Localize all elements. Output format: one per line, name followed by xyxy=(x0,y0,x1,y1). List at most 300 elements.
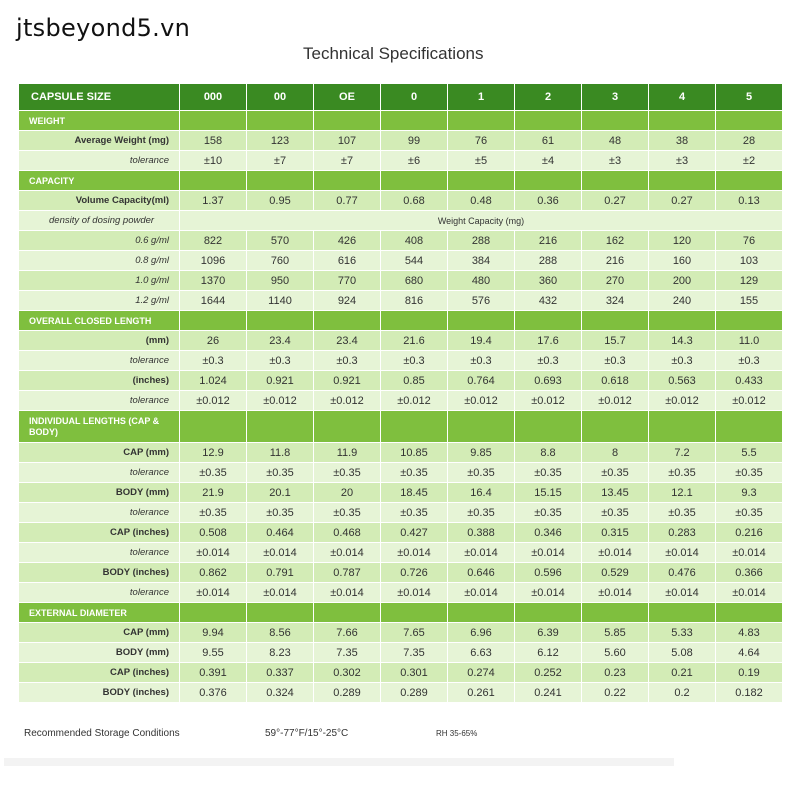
table-cell: 123 xyxy=(247,131,313,150)
row-label: Average Weight (mg) xyxy=(19,131,179,150)
table-cell: 288 xyxy=(515,251,581,270)
row-label: CAP (mm) xyxy=(19,623,179,642)
table-cell: 270 xyxy=(582,271,648,290)
section-title: WEIGHT xyxy=(19,111,179,130)
section-cell xyxy=(314,411,380,442)
table-row xyxy=(19,391,782,410)
table-cell: 0.289 xyxy=(314,683,380,702)
section-cell xyxy=(314,311,380,330)
table-cell: 19.4 xyxy=(448,331,514,350)
spec-table-body xyxy=(19,84,782,702)
table-cell: 4.83 xyxy=(716,623,782,642)
section-cell xyxy=(381,111,447,130)
table-cell: ±0.3 xyxy=(716,351,782,370)
capsule-size-label: CAPSULE SIZE xyxy=(19,84,179,110)
table-cell: 0.468 xyxy=(314,523,380,542)
table-cell: 7.2 xyxy=(649,443,715,462)
table-cell: ±0.014 xyxy=(582,583,648,602)
table-cell: 426 xyxy=(314,231,380,250)
table-cell: ±0.3 xyxy=(381,351,447,370)
table-cell: 0.95 xyxy=(247,191,313,210)
table-cell: 324 xyxy=(582,291,648,310)
table-cell: 5.08 xyxy=(649,643,715,662)
section-title: INDIVIDUAL LENGTHS (CAP & BODY) xyxy=(19,411,179,442)
table-cell: 107 xyxy=(314,131,380,150)
table-row xyxy=(19,583,782,602)
table-cell: 160 xyxy=(649,251,715,270)
table-cell: 0.252 xyxy=(515,663,581,682)
table-cell: 432 xyxy=(515,291,581,310)
table-cell: 7.65 xyxy=(381,623,447,642)
table-cell: 8.56 xyxy=(247,623,313,642)
table-cell: 0.391 xyxy=(180,663,246,682)
table-cell: 5.5 xyxy=(716,443,782,462)
table-cell: 360 xyxy=(515,271,581,290)
table-cell: ±0.35 xyxy=(381,503,447,522)
table-cell: 48 xyxy=(582,131,648,150)
table-cell: 103 xyxy=(716,251,782,270)
table-row xyxy=(19,251,782,270)
table-cell: 680 xyxy=(381,271,447,290)
table-cell: ±3 xyxy=(649,151,715,170)
bottom-band xyxy=(4,758,674,766)
table-row xyxy=(19,543,782,562)
section-cell xyxy=(247,171,313,190)
section-cell xyxy=(247,111,313,130)
table-cell: 0.301 xyxy=(381,663,447,682)
size-header: 1 xyxy=(448,84,514,110)
row-label: BODY (inches) xyxy=(19,563,179,582)
table-cell: ±0.012 xyxy=(314,391,380,410)
table-cell: ±0.014 xyxy=(582,543,648,562)
table-cell: ±0.35 xyxy=(247,503,313,522)
table-row xyxy=(19,523,782,542)
table-cell: ±0.3 xyxy=(582,351,648,370)
table-cell: ±0.014 xyxy=(381,543,447,562)
section-cell xyxy=(716,171,782,190)
table-cell: 15.7 xyxy=(582,331,648,350)
table-row xyxy=(19,443,782,462)
table-cell: 570 xyxy=(247,231,313,250)
table-cell: 1644 xyxy=(180,291,246,310)
table-cell: 162 xyxy=(582,231,648,250)
row-label: 1.2 g/ml xyxy=(19,291,179,310)
table-cell: 158 xyxy=(180,131,246,150)
table-cell: 5.85 xyxy=(582,623,648,642)
table-cell: ±0.014 xyxy=(716,543,782,562)
section-cell xyxy=(180,411,246,442)
row-label: tolerance xyxy=(19,391,179,410)
table-cell: 99 xyxy=(381,131,447,150)
table-cell: ±0.3 xyxy=(649,351,715,370)
table-cell: 0.324 xyxy=(247,683,313,702)
table-cell: 13.45 xyxy=(582,483,648,502)
table-cell: ±0.014 xyxy=(180,543,246,562)
section-cell xyxy=(649,603,715,622)
section-cell xyxy=(582,171,648,190)
table-cell: 480 xyxy=(448,271,514,290)
table-cell: ±0.3 xyxy=(314,351,380,370)
section-cell xyxy=(716,603,782,622)
table-cell: ±7 xyxy=(314,151,380,170)
section-cell xyxy=(180,111,246,130)
table-cell: 1140 xyxy=(247,291,313,310)
table-cell: ±0.35 xyxy=(314,463,380,482)
table-cell: 950 xyxy=(247,271,313,290)
table-cell: ±0.3 xyxy=(515,351,581,370)
section-cell xyxy=(314,603,380,622)
table-cell: ±0.012 xyxy=(448,391,514,410)
table-cell: ±0.35 xyxy=(180,463,246,482)
section-cell xyxy=(582,603,648,622)
section-cell xyxy=(247,411,313,442)
table-cell: ±0.3 xyxy=(448,351,514,370)
table-cell: ±0.014 xyxy=(649,583,715,602)
table-cell: ±0.014 xyxy=(649,543,715,562)
section-cell xyxy=(381,411,447,442)
table-cell: 0.261 xyxy=(448,683,514,702)
table-cell: ±0.014 xyxy=(716,583,782,602)
table-cell: ±0.35 xyxy=(448,503,514,522)
table-cell: 0.68 xyxy=(381,191,447,210)
table-cell: 0.77 xyxy=(314,191,380,210)
table-cell: 0.376 xyxy=(180,683,246,702)
table-cell: 11.8 xyxy=(247,443,313,462)
table-cell: 0.366 xyxy=(716,563,782,582)
table-row xyxy=(19,663,782,682)
row-label: BODY (inches) xyxy=(19,683,179,702)
section-cell xyxy=(582,111,648,130)
section-cell xyxy=(180,311,246,330)
table-cell: ±0.014 xyxy=(314,543,380,562)
section-cell xyxy=(649,311,715,330)
table-row xyxy=(19,271,782,290)
table-cell: 6.39 xyxy=(515,623,581,642)
table-row xyxy=(19,191,782,210)
section-title: OVERALL CLOSED LENGTH xyxy=(19,311,179,330)
table-cell: 616 xyxy=(314,251,380,270)
table-cell: 0.27 xyxy=(649,191,715,210)
size-header: 3 xyxy=(582,84,648,110)
section-title: EXTERNAL DIAMETER xyxy=(19,603,179,622)
table-cell: ±0.014 xyxy=(448,583,514,602)
section-cell xyxy=(582,311,648,330)
table-cell: 1.024 xyxy=(180,371,246,390)
table-cell: 12.1 xyxy=(649,483,715,502)
section-cell xyxy=(247,603,313,622)
section-cell xyxy=(515,411,581,442)
table-cell: 9.85 xyxy=(448,443,514,462)
table-cell: 924 xyxy=(314,291,380,310)
table-cell: 0.921 xyxy=(247,371,313,390)
table-cell: 0.464 xyxy=(247,523,313,542)
table-cell: 0.23 xyxy=(582,663,648,682)
storage-label: Recommended Storage Conditions xyxy=(24,728,180,739)
size-header: 4 xyxy=(649,84,715,110)
table-cell: ±0.014 xyxy=(448,543,514,562)
table-cell: 10.85 xyxy=(381,443,447,462)
table-cell: 5.60 xyxy=(582,643,648,662)
table-cell: 0.862 xyxy=(180,563,246,582)
table-cell: 17.6 xyxy=(515,331,581,350)
table-cell: 0.216 xyxy=(716,523,782,542)
table-cell: 822 xyxy=(180,231,246,250)
table-row xyxy=(19,643,782,662)
table-cell: ±3 xyxy=(582,151,648,170)
table-cell: 20 xyxy=(314,483,380,502)
table-cell: ±0.014 xyxy=(314,583,380,602)
table-cell: 0.337 xyxy=(247,663,313,682)
table-cell: ±0.35 xyxy=(515,463,581,482)
table-cell: ±0.014 xyxy=(180,583,246,602)
section-row-weight xyxy=(19,111,782,130)
section-cell xyxy=(716,411,782,442)
section-cell xyxy=(515,111,581,130)
table-cell: 6.96 xyxy=(448,623,514,642)
table-cell: ±0.35 xyxy=(314,503,380,522)
section-cell xyxy=(448,311,514,330)
table-cell: 1.37 xyxy=(180,191,246,210)
table-cell: 76 xyxy=(716,231,782,250)
row-label: Volume Capacity(ml) xyxy=(19,191,179,210)
page-title: Technical Specifications xyxy=(303,44,484,63)
table-cell: ±0.012 xyxy=(649,391,715,410)
table-cell: 544 xyxy=(381,251,447,270)
table-cell: 11.0 xyxy=(716,331,782,350)
table-row xyxy=(19,231,782,250)
section-cell xyxy=(649,411,715,442)
table-cell: 6.63 xyxy=(448,643,514,662)
row-label: CAP (mm) xyxy=(19,443,179,462)
size-header: 00 xyxy=(247,84,313,110)
table-cell: 7.35 xyxy=(314,643,380,662)
table-cell: 9.55 xyxy=(180,643,246,662)
table-cell: ±0.3 xyxy=(247,351,313,370)
table-cell: ±6 xyxy=(381,151,447,170)
table-cell: 0.241 xyxy=(515,683,581,702)
table-cell: 200 xyxy=(649,271,715,290)
watermark-text: jtsbeyond5.vn xyxy=(16,14,191,42)
row-label: tolerance xyxy=(19,543,179,562)
table-cell: ±0.35 xyxy=(582,463,648,482)
row-label: tolerance xyxy=(19,503,179,522)
table-cell: 0.388 xyxy=(448,523,514,542)
table-cell: ±0.014 xyxy=(515,543,581,562)
section-cell xyxy=(448,603,514,622)
table-cell: 21.6 xyxy=(381,331,447,350)
row-label: tolerance xyxy=(19,351,179,370)
table-cell: 0.693 xyxy=(515,371,581,390)
table-row xyxy=(19,503,782,522)
table-cell: 0.596 xyxy=(515,563,581,582)
table-cell: ±10 xyxy=(180,151,246,170)
table-row xyxy=(19,623,782,642)
table-cell: ±0.35 xyxy=(716,503,782,522)
table-cell: 1370 xyxy=(180,271,246,290)
storage-humidity: RH 35-65% xyxy=(436,729,478,738)
section-row-capacity xyxy=(19,171,782,190)
table-cell: ±2 xyxy=(716,151,782,170)
table-cell: 216 xyxy=(582,251,648,270)
table-row xyxy=(19,371,782,390)
row-label: 0.8 g/ml xyxy=(19,251,179,270)
section-cell xyxy=(381,603,447,622)
row-label: BODY (mm) xyxy=(19,483,179,502)
weight-capacity-label: Weight Capacity (mg) xyxy=(180,211,782,230)
table-cell: 0.22 xyxy=(582,683,648,702)
table-cell: 0.646 xyxy=(448,563,514,582)
section-cell xyxy=(716,111,782,130)
table-cell: 23.4 xyxy=(314,331,380,350)
table-cell: 15.15 xyxy=(515,483,581,502)
table-cell: 129 xyxy=(716,271,782,290)
table-cell: 155 xyxy=(716,291,782,310)
table-cell: 12.9 xyxy=(180,443,246,462)
section-cell xyxy=(180,171,246,190)
table-row xyxy=(19,151,782,170)
section-cell xyxy=(515,603,581,622)
table-cell: ±0.35 xyxy=(582,503,648,522)
table-cell: 9.3 xyxy=(716,483,782,502)
size-header: OE xyxy=(314,84,380,110)
table-cell: ±7 xyxy=(247,151,313,170)
table-cell: 0.302 xyxy=(314,663,380,682)
table-cell: 20.1 xyxy=(247,483,313,502)
table-row xyxy=(19,351,782,370)
section-title: CAPACITY xyxy=(19,171,179,190)
table-row xyxy=(19,131,782,150)
table-cell: 38 xyxy=(649,131,715,150)
table-cell: ±0.014 xyxy=(247,583,313,602)
section-cell xyxy=(716,311,782,330)
table-cell: 0.283 xyxy=(649,523,715,542)
row-label: tolerance xyxy=(19,463,179,482)
table-cell: 0.48 xyxy=(448,191,514,210)
table-cell: ±0.3 xyxy=(180,351,246,370)
table-cell: 408 xyxy=(381,231,447,250)
spec-table xyxy=(18,83,783,703)
section-cell xyxy=(448,171,514,190)
table-cell: 0.36 xyxy=(515,191,581,210)
table-cell: 8.23 xyxy=(247,643,313,662)
section-cell xyxy=(515,171,581,190)
table-cell: ±0.35 xyxy=(381,463,447,482)
table-cell: ±5 xyxy=(448,151,514,170)
table-cell: 0.2 xyxy=(649,683,715,702)
table-cell: 0.27 xyxy=(582,191,648,210)
row-label: tolerance xyxy=(19,151,179,170)
table-cell: ±0.012 xyxy=(180,391,246,410)
table-cell: 0.427 xyxy=(381,523,447,542)
table-cell: 8 xyxy=(582,443,648,462)
section-cell xyxy=(582,411,648,442)
table-cell: 0.764 xyxy=(448,371,514,390)
table-cell: 26 xyxy=(180,331,246,350)
table-cell: ±0.014 xyxy=(247,543,313,562)
table-cell: 0.289 xyxy=(381,683,447,702)
table-cell: 0.726 xyxy=(381,563,447,582)
table-row xyxy=(19,463,782,482)
table-cell: 0.433 xyxy=(716,371,782,390)
section-row-overall xyxy=(19,311,782,330)
row-label: 1.0 g/ml xyxy=(19,271,179,290)
table-cell: ±0.012 xyxy=(515,391,581,410)
section-cell xyxy=(649,111,715,130)
row-label: CAP (inches) xyxy=(19,523,179,542)
table-cell: 216 xyxy=(515,231,581,250)
table-cell: 816 xyxy=(381,291,447,310)
table-cell: 0.274 xyxy=(448,663,514,682)
table-cell: 6.12 xyxy=(515,643,581,662)
table-cell: 7.66 xyxy=(314,623,380,642)
section-cell xyxy=(515,311,581,330)
table-cell: 0.921 xyxy=(314,371,380,390)
table-cell: ±0.35 xyxy=(649,463,715,482)
table-cell: 76 xyxy=(448,131,514,150)
table-row xyxy=(19,563,782,582)
table-cell: 120 xyxy=(649,231,715,250)
size-header: 5 xyxy=(716,84,782,110)
row-label: 0.6 g/ml xyxy=(19,231,179,250)
table-row xyxy=(19,683,782,702)
table-cell: 0.19 xyxy=(716,663,782,682)
table-cell: 5.33 xyxy=(649,623,715,642)
size-header: 2 xyxy=(515,84,581,110)
table-cell: 14.3 xyxy=(649,331,715,350)
table-cell: 1096 xyxy=(180,251,246,270)
table-cell: ±4 xyxy=(515,151,581,170)
table-cell: 0.529 xyxy=(582,563,648,582)
table-cell: ±0.35 xyxy=(448,463,514,482)
section-cell xyxy=(448,111,514,130)
row-label: (inches) xyxy=(19,371,179,390)
table-cell: 0.85 xyxy=(381,371,447,390)
table-cell: 4.64 xyxy=(716,643,782,662)
table-cell: ±0.014 xyxy=(381,583,447,602)
table-cell: ±0.35 xyxy=(180,503,246,522)
section-cell xyxy=(247,311,313,330)
table-cell: ±0.014 xyxy=(515,583,581,602)
table-cell: ±0.012 xyxy=(582,391,648,410)
table-cell: 576 xyxy=(448,291,514,310)
table-cell: 384 xyxy=(448,251,514,270)
table-row xyxy=(19,291,782,310)
size-header: 000 xyxy=(180,84,246,110)
table-cell: 770 xyxy=(314,271,380,290)
header-row xyxy=(19,84,782,110)
table-cell: 11.9 xyxy=(314,443,380,462)
table-cell: 16.4 xyxy=(448,483,514,502)
section-cell xyxy=(381,171,447,190)
table-cell: 240 xyxy=(649,291,715,310)
table-cell: 0.476 xyxy=(649,563,715,582)
table-cell: 0.791 xyxy=(247,563,313,582)
table-row xyxy=(19,331,782,350)
section-cell xyxy=(649,171,715,190)
table-cell: ±0.35 xyxy=(716,463,782,482)
table-cell: ±0.35 xyxy=(649,503,715,522)
table-cell: 23.4 xyxy=(247,331,313,350)
table-cell: 0.618 xyxy=(582,371,648,390)
table-cell: 0.563 xyxy=(649,371,715,390)
table-cell: 0.346 xyxy=(515,523,581,542)
density-label: density of dosing powder xyxy=(19,211,179,230)
table-cell: 0.21 xyxy=(649,663,715,682)
section-row-external xyxy=(19,603,782,622)
table-cell: 0.182 xyxy=(716,683,782,702)
table-cell: 288 xyxy=(448,231,514,250)
section-cell xyxy=(448,411,514,442)
